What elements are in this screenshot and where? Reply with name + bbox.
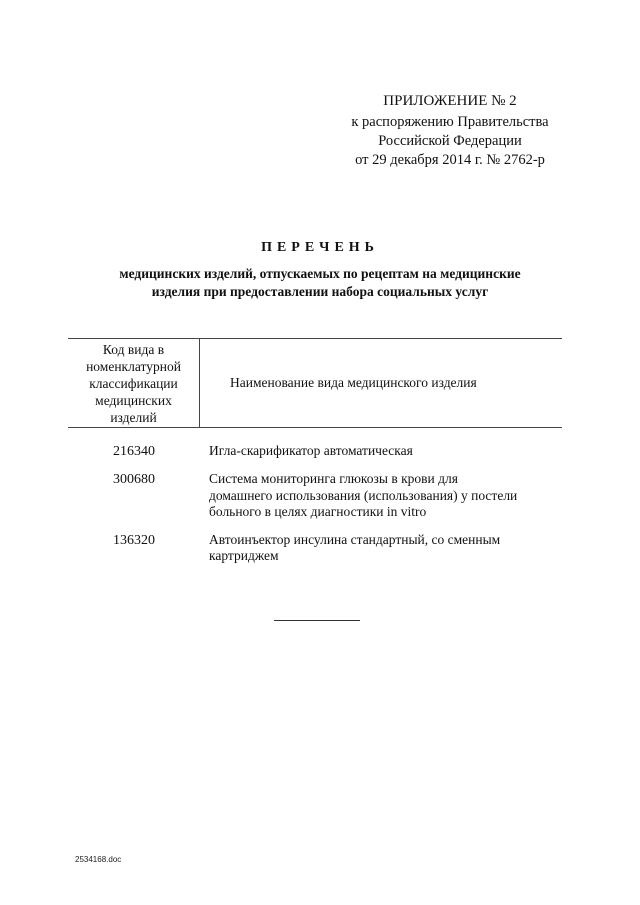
header-code-line: номенклатурной [86,359,181,374]
header-name: Наименование вида медицинского изделия [230,375,477,390]
table-body [68,428,562,565]
end-of-document-line [274,620,360,621]
appendix-title: ПРИЛОЖЕНИЕ № 2 [383,93,517,109]
table-row [68,443,562,460]
row-name [200,443,562,460]
row-name-line: картриджем [209,548,279,563]
row-name [200,471,562,521]
document-subtitle [80,265,560,301]
header-code-line: Код вида в [102,342,165,357]
header-code [68,339,200,427]
appendix-block [330,92,570,170]
header-code-line: медицинских [95,393,172,408]
header-code-line: классификации [89,376,178,391]
row-code: 136320 [113,532,155,548]
table-row [68,471,562,521]
row-name-line: Система мониторинга глюкозы в крови для [209,471,458,486]
subtitle-line-2: изделия при предоставлении набора социальных услуг [151,284,489,299]
table-header [68,339,562,427]
file-name-footer: 2534168.doc [75,855,122,864]
row-name-line: больного в целях диагностики in vitro [209,504,427,519]
row-code: 300680 [113,472,155,487]
appendix-reference: к распоряжению Правительства [351,114,549,130]
appendix-government: Российской Федерации [378,133,522,149]
table-row [68,532,562,565]
document-heading: ПЕРЕЧЕНЬ [261,240,379,255]
header-code-line: изделий [110,410,157,425]
row-name-line: домашнего использования (использования) у постели [209,487,518,503]
device-table [68,338,562,576]
appendix-date: от 29 декабря 2014 г. № 2762-р [355,152,545,168]
row-code: 216340 [113,444,155,459]
row-name-line: Игла-скарификатор автоматическая [209,443,413,458]
row-name [200,532,562,565]
row-name-line: Автоинъектор инсулина стандартный, со сменным [209,531,501,547]
subtitle-line-1: медицинских изделий, отпускаемых по рецептам на медицинские [119,266,521,281]
